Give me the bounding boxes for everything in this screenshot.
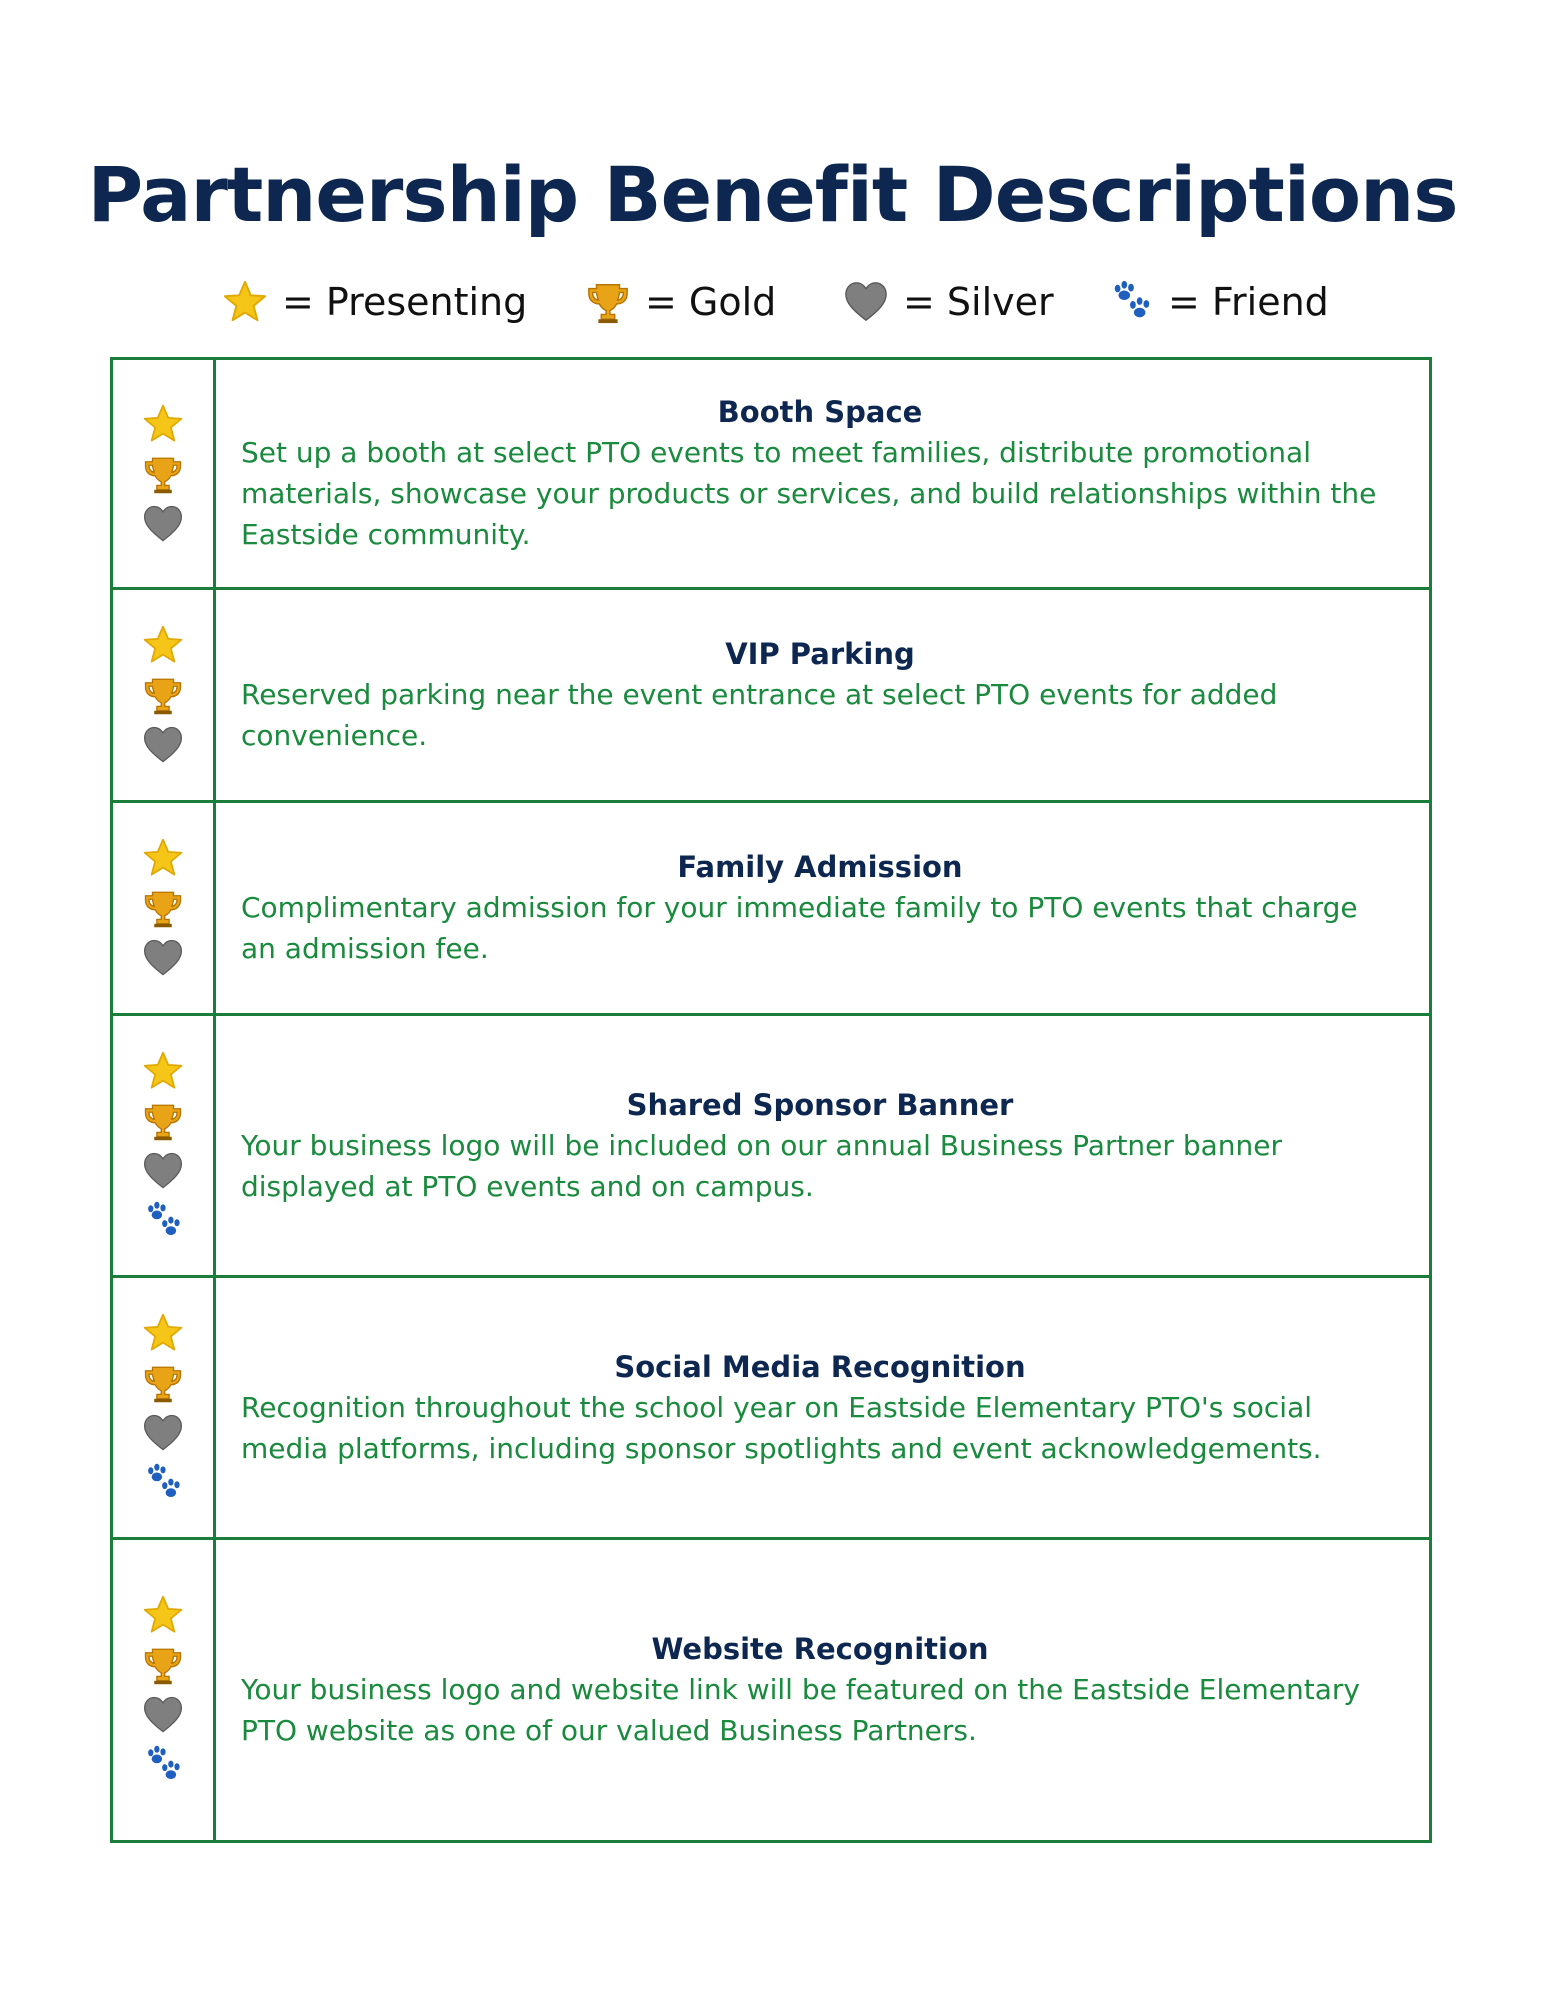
- grey-heart-icon: [142, 1694, 184, 1736]
- star-icon: [142, 837, 184, 879]
- benefit-row: [112, 1539, 1431, 1842]
- benefit-description: Reserved parking near the event entrance at select PTO events for added convenience.: [241, 678, 1278, 752]
- star-icon: [142, 1594, 184, 1636]
- benefit-row: [112, 589, 1431, 802]
- benefit-title: Booth Space: [717, 395, 923, 429]
- benefit-title: VIP Parking: [725, 637, 915, 671]
- benefit-description-cell: [215, 1277, 1431, 1539]
- benefit-title: Website Recognition: [651, 1632, 989, 1666]
- tier-icon-stack: [113, 833, 213, 983]
- benefit-description: Recognition throughout the school year on Eastside Elementary PTO's social media platforms, including sponsor spotlights and event acknowledgements.: [241, 1390, 1322, 1465]
- paw-prints-icon: [142, 1200, 184, 1242]
- paw-prints-icon: [1108, 279, 1154, 325]
- legend-item-silver: [843, 272, 1054, 332]
- page-title: Partnership Benefit Descriptions: [87, 150, 1458, 239]
- benefit-description-cell: [215, 589, 1431, 802]
- trophy-icon: [142, 1362, 184, 1404]
- star-icon: [142, 403, 184, 445]
- benefit-title: Social Media Recognition: [614, 1349, 1026, 1384]
- trophy-icon: [142, 887, 184, 929]
- benefit-row: [112, 1015, 1431, 1277]
- legend-label: = Gold: [645, 280, 777, 324]
- benefits-table: [110, 357, 1432, 1843]
- star-icon: [142, 624, 184, 666]
- benefit-row: [112, 359, 1431, 589]
- trophy-icon: [142, 453, 184, 495]
- tier-icon-stack: [113, 1308, 213, 1508]
- benefit-description-cell: [215, 359, 1431, 589]
- benefit-description: Your business logo and website link will be featured on the Eastside Elementary PTO website as one of our valued Business Partners.: [241, 1673, 1360, 1747]
- legend-label: = Silver: [903, 280, 1054, 324]
- tier-icon-stack: [113, 620, 213, 770]
- trophy-icon: [585, 279, 631, 325]
- grey-heart-icon: [142, 1412, 184, 1454]
- legend-item-presenting: [222, 272, 527, 332]
- tier-legend: [0, 272, 1545, 332]
- tier-icon-stack: [113, 1590, 213, 1790]
- benefit-description-cell: [215, 1539, 1431, 1842]
- legend-label: = Presenting: [282, 280, 528, 324]
- benefit-description: Set up a booth at select PTO events to meet families, distribute promotional materials, showcase your products or services, and build relationships within the Eastside community.: [241, 436, 1377, 551]
- trophy-icon: [142, 1644, 184, 1686]
- tier-icons-cell: [112, 1277, 215, 1539]
- legend-item-friend: [1108, 272, 1329, 332]
- benefit-description: Complimentary admission for your immediate family to PTO events that charge an admission fee.: [241, 891, 1358, 965]
- star-icon: [142, 1312, 184, 1354]
- tier-icon-stack: [113, 399, 213, 549]
- tier-icons-cell: [112, 359, 215, 589]
- benefit-description-cell: [215, 802, 1431, 1015]
- grey-heart-icon: [142, 503, 184, 545]
- tier-icon-stack: [113, 1046, 213, 1246]
- paw-prints-icon: [142, 1744, 184, 1786]
- benefit-description: Your business logo will be included on our annual Business Partner banner displayed at PTO events and on campus.: [241, 1128, 1282, 1203]
- grey-heart-icon: [142, 1150, 184, 1192]
- star-icon: [222, 279, 268, 325]
- grey-heart-icon: [142, 937, 184, 979]
- trophy-icon: [142, 1100, 184, 1142]
- benefit-title: Family Admission: [677, 850, 963, 884]
- grey-heart-icon: [142, 724, 184, 766]
- paw-prints-icon: [142, 1462, 184, 1504]
- benefit-description-cell: [215, 1015, 1431, 1277]
- trophy-icon: [142, 674, 184, 716]
- star-icon: [142, 1050, 184, 1092]
- grey-heart-icon: [843, 279, 889, 325]
- tier-icons-cell: [112, 1015, 215, 1277]
- benefit-row: [112, 802, 1431, 1015]
- tier-icons-cell: [112, 1539, 215, 1842]
- legend-label: = Friend: [1168, 280, 1329, 324]
- benefit-row: [112, 1277, 1431, 1539]
- tier-icons-cell: [112, 802, 215, 1015]
- tier-icons-cell: [112, 589, 215, 802]
- legend-item-gold: [585, 272, 776, 332]
- benefit-title: Shared Sponsor Banner: [626, 1087, 1014, 1122]
